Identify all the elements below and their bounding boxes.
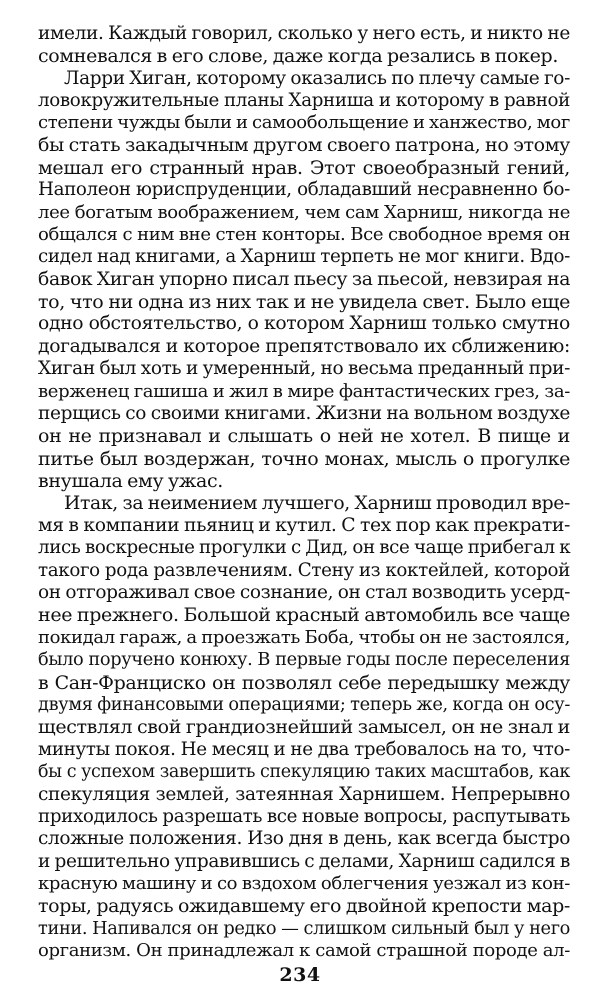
text-line: нее прежнего. Большой красный автомобиль все чаще [38, 604, 570, 626]
text-line: двумя финансовыми операциями; теперь же, когда он осу- [38, 695, 570, 715]
text-line: в Сан-Франциско он позволял себе передышку между [38, 672, 570, 694]
text-line: имели. Каждый говорил, сколько у него есть, и никто не [38, 23, 570, 44]
text-line: такого рода развлечениям. Стену из коктейлей, которой [38, 560, 570, 581]
text-line: бавок Хиган упорно писал пьесу за пьесой, невзирая на [38, 269, 571, 290]
text-line: ществлял свой грандиознейший замысел, он не знал и [38, 716, 570, 738]
text-line: торы, радуясь ожидавшему его двойной крепости мар- [38, 895, 570, 917]
text-line: верженец гашиша и жил в мире фантастических грез, за- [38, 381, 570, 402]
text-line: приходилось разрешать все новые вопросы, распутывать [38, 806, 570, 827]
text-line: Наполеон юриспруденции, обладавший несравненно бо- [38, 179, 570, 200]
text-line: и решительно управившись с делами, Харниш садился в [38, 851, 570, 872]
text-line: лее богатым воображением, чем сам Харниш, никогда не [38, 202, 570, 223]
text-line: сидел над книгами, а Харниш терпеть не мог книги. Вдо- [38, 246, 570, 267]
text-line: было поручено конюху. В первые годы после переселения [38, 650, 570, 670]
text-line: спекуляция землей, затеянная Харнишем. Непрерывно [38, 784, 570, 805]
text-line: бы с успехом завершить спекуляцию таких масштабов, как [38, 762, 570, 782]
text-line: догадывался и которое препятствовало их сближению: [38, 336, 570, 357]
text-line: общался с ним вне стен конторы. Все свободное время он [38, 224, 570, 245]
text-line: Хиган был хоть и умеренный, но весьма преданный при- [38, 358, 570, 379]
paragraph-start-line: Ларри Хиган, которому оказались по плечу самые го- [64, 68, 570, 89]
text-line: ловокружительные планы Харниша и которому в равной [38, 90, 570, 111]
text-line: покидал гараж, а проезжать Боба, чтобы он не застоялся, [38, 627, 570, 648]
text-line: мя в компании пьяниц и кутил. С тех пор как прекрати- [38, 515, 570, 536]
text-line: сомневался в его слове, даже когда резались в покер. [38, 45, 559, 67]
paragraph-start-line: Итак, за неимением лучшего, Харниш проводил вре- [64, 493, 570, 514]
text-line: одно обстоятельство, о котором Харниш только смутно [38, 313, 570, 334]
text-line: он не признавал и слышать о ней не хотел. В пище и [38, 425, 570, 447]
text-line: питье был воздержан, точно монах, мысль о прогулке [38, 448, 570, 470]
text-line: он отгораживал свое сознание, он стал возводить усерд- [38, 582, 570, 603]
text-line: то, что ни одна из них так и не увидела свет. Было еще [38, 291, 570, 313]
text-line: минуты покоя. Не месяц и не два требовалось на то, что- [38, 739, 570, 760]
text-line: степени чужды были и самообольщение и ханжество, мог [38, 112, 570, 133]
text-line: бы стать закадычным другом своего патрона, но этому [38, 134, 570, 156]
page-number: 234 [279, 964, 321, 986]
text-line: тини. Напивался он редко — слишком сильный был у него [38, 919, 570, 939]
text-line: внушала ему ужас. [38, 470, 223, 492]
text-line: мешал его странный нрав. Этот своеобразный гений, [38, 157, 570, 179]
text-line: сложные положения. Изо дня в день, как всегда быстро [38, 828, 570, 849]
text-line: лись воскресные прогулки с Дид, он все чаще прибегал к [38, 537, 571, 558]
text-line: красную машину и со вздохом облегчения уезжал из кон- [38, 873, 570, 894]
text-line: перщись со своими книгами. Жизни на вольном воздухе [38, 403, 570, 424]
text-line: организм. Он принадлежал к самой страшной породе ал- [38, 940, 570, 961]
